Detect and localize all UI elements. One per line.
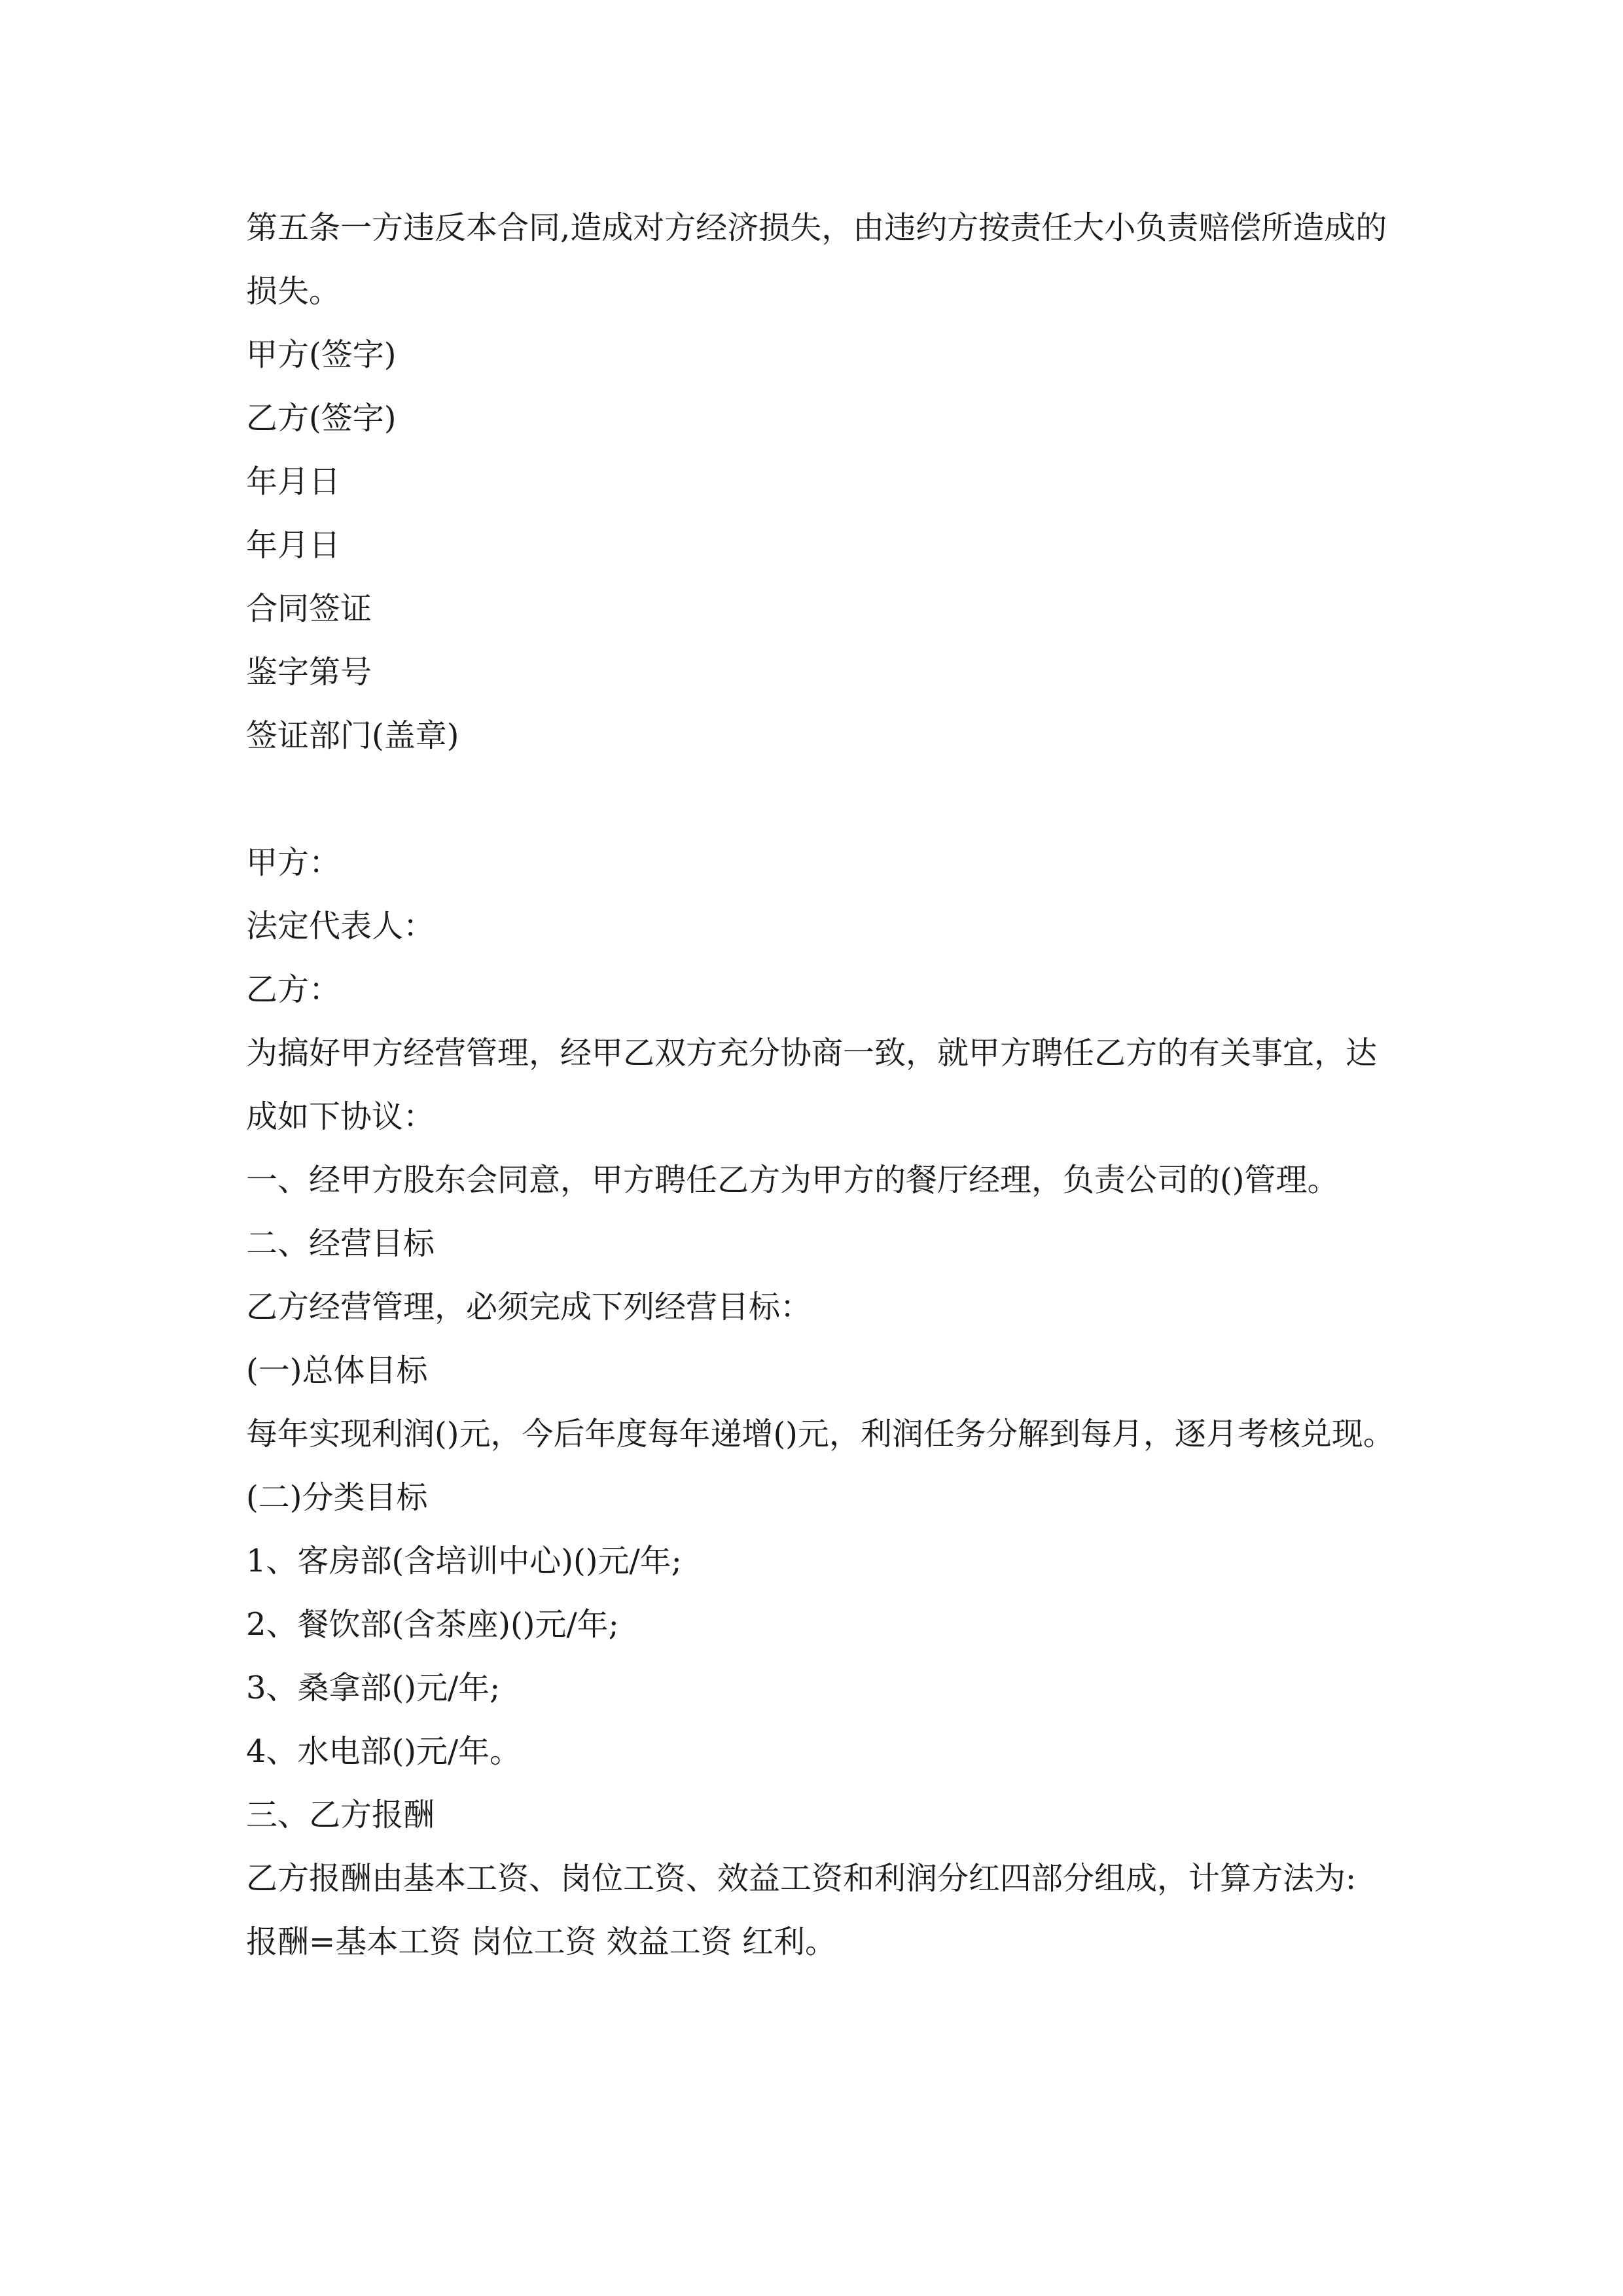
section-gap xyxy=(246,768,1398,831)
party-b-signature-line: 乙方(签字) xyxy=(246,400,397,437)
certification-department-line: 签证部门(盖章) xyxy=(246,717,459,754)
article-3-heading: 三、乙方报酬 xyxy=(246,1797,435,1833)
remuneration-formula: 报酬=基本工资 岗位工资 效益工资 红利。 xyxy=(246,1924,836,1960)
date-line-2: 年月日 xyxy=(246,527,341,564)
agreement-preamble: 为搞好甲方经营管理，经甲乙双方充分协商一致，就甲方聘任乙方的有关事宜，达成如下协议： xyxy=(246,1035,1378,1135)
overall-goal-text: 每年实现利润()元，今后年度每年递增()元，利润任务分解到每月，逐月考核兑现。 xyxy=(246,1416,1395,1452)
document-body xyxy=(246,196,1398,1974)
certification-number-line: 鉴字第号 xyxy=(246,654,372,691)
article-2-heading: 二、经营目标 xyxy=(246,1225,435,1262)
category-goal-item-3: 3、桑拿部()元/年; xyxy=(246,1670,501,1706)
category-goal-item-2: 2、餐饮部(含茶座)()元/年; xyxy=(246,1606,619,1643)
clause-5-text: 第五条一方违反本合同,造成对方经济损失，由违约方按责任大小负责赔偿所造成的损失。 xyxy=(246,209,1387,310)
party-b-label: 乙方： xyxy=(246,971,341,1008)
overall-goal-heading: (一)总体目标 xyxy=(246,1352,428,1389)
party-a-label: 甲方： xyxy=(246,844,341,881)
date-line-1: 年月日 xyxy=(246,463,341,500)
remuneration-composition-text: 乙方报酬由基本工资、岗位工资、效益工资和利润分红四部分组成，计算方法为: xyxy=(246,1860,1357,1897)
category-goal-item-4: 4、水电部()元/年。 xyxy=(246,1733,522,1770)
article-1-text: 一、经甲方股东会同意，甲方聘任乙方为甲方的餐厅经理，负责公司的()管理。 xyxy=(246,1162,1339,1198)
category-goal-item-1: 1、客房部(含培训中心)()元/年; xyxy=(246,1543,682,1579)
business-goals-intro: 乙方经营管理，必须完成下列经营目标： xyxy=(246,1289,812,1325)
category-goal-heading: (二)分类目标 xyxy=(246,1479,428,1516)
contract-certification-heading: 合同签证 xyxy=(246,590,372,627)
legal-representative-label: 法定代表人： xyxy=(246,908,435,944)
party-a-signature-line: 甲方(签字) xyxy=(246,336,397,373)
